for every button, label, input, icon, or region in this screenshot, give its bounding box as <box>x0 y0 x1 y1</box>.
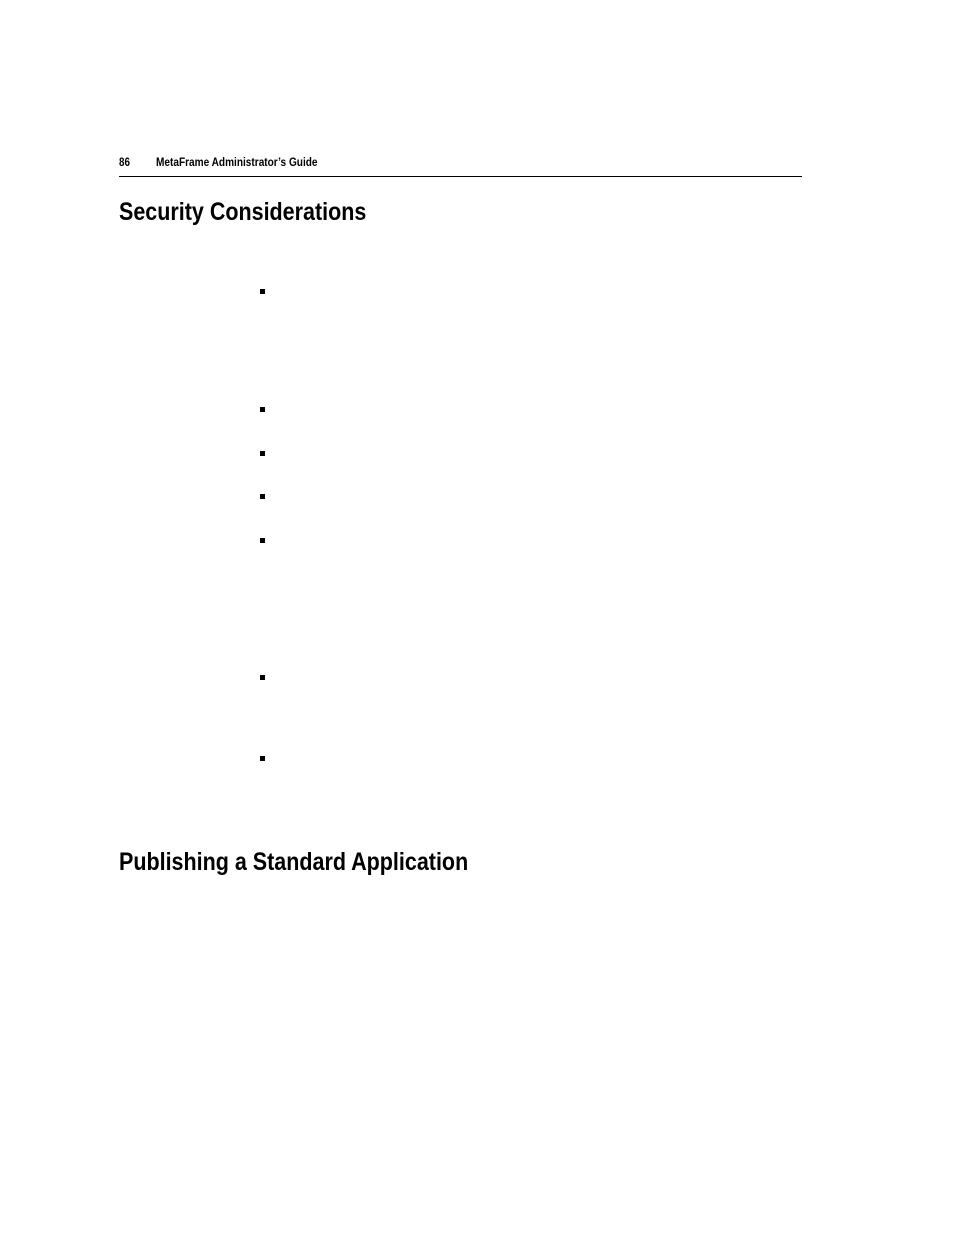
page-number: 86 <box>119 155 130 169</box>
bullet-icon <box>260 289 265 294</box>
running-header <box>119 154 802 177</box>
section-heading-security-considerations: Security Considerations <box>119 198 367 226</box>
bullet-icon <box>260 756 265 761</box>
bullet-icon <box>260 451 265 456</box>
bullet-icon <box>260 407 265 412</box>
bullet-icon <box>260 494 265 499</box>
bullet-icon <box>260 675 265 680</box>
section-heading-publishing-a-standard-application: Publishing a Standard Application <box>119 848 469 876</box>
running-title: MetaFrame Administrator’s Guide <box>156 155 318 169</box>
bullet-icon <box>260 538 265 543</box>
